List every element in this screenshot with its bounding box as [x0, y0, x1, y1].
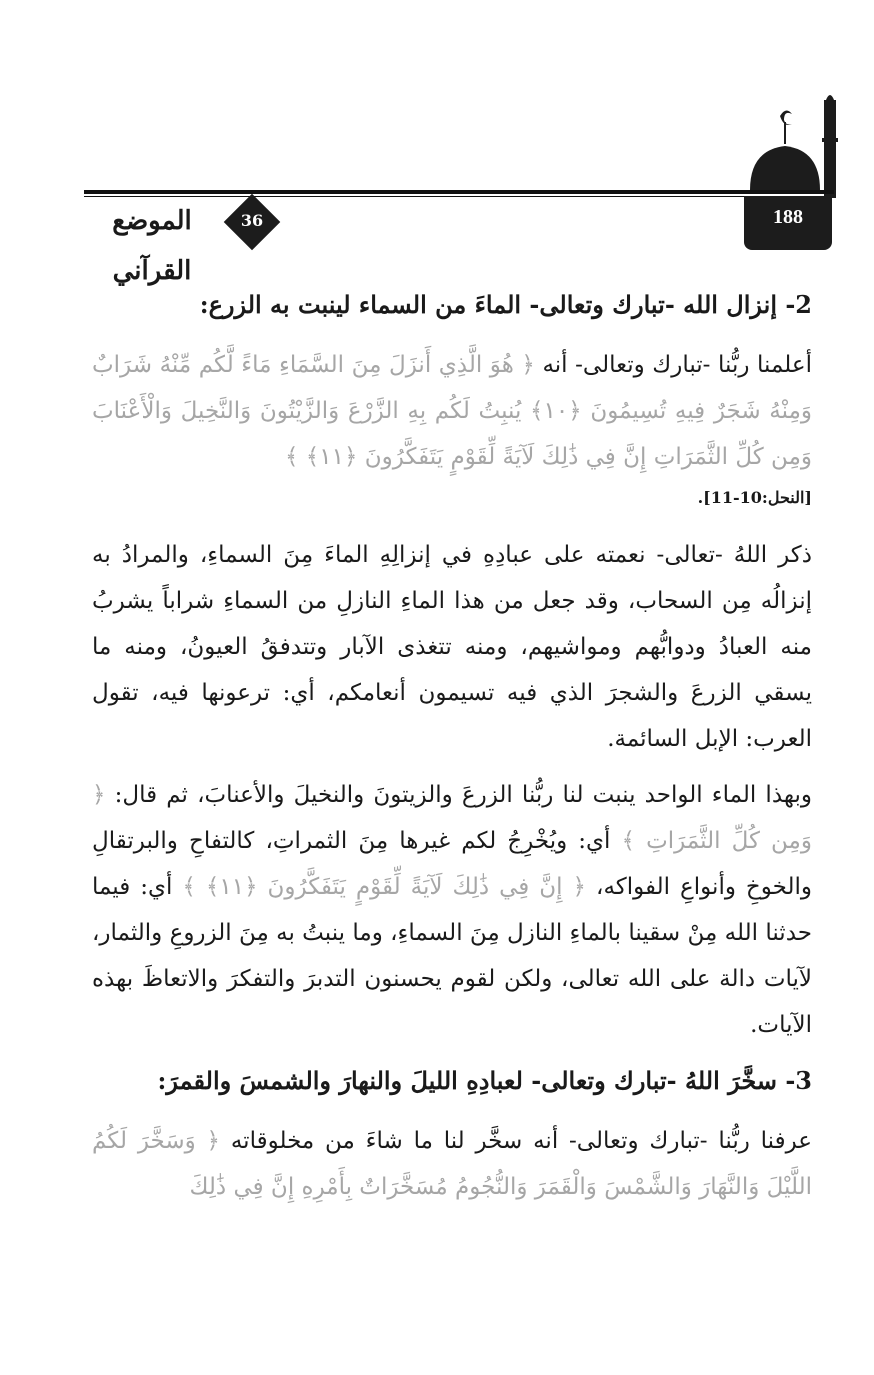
page-number-tab — [744, 196, 832, 250]
page-header — [0, 0, 874, 286]
issue-number: 36 — [240, 211, 264, 230]
paragraph-4-intro: عرفنا ربُّنا -تبارك وتعالى- أنه سخَّر لنا ما شاءَ من مخلوقاته — [230, 1128, 813, 1154]
paragraph-2: ذكر اللهُ -تعالى- نعمته على عبادِهِ في إنزالِهِ الماءَ مِنَ السماءِ، والمرادُ به إنزالُه مِن السحاب، وقد جعل من هذا الماءِ النازلِ من السماءِ شراباً يشربُ منه العبادُ ودوابُّهم ومواشيهم، ومنه تتغذى الآبار وتتدفقُ العيونُ، ومنه ما يسقي الزرعَ والشجرَ الذي فيه تسيمون أنعامكم، أي: ترعونها فيه، تقول العرب: الإبل السائمة. — [92, 542, 812, 752]
paragraph-3-part-a: وبهذا الماء الواحد ينبت لنا ربُّنا الزرعَ والزيتونَ والنخيلَ والأعنابَ، ثم قال: — [114, 782, 812, 808]
paragraph-1-intro: أعلمنا ربُّنا -تبارك وتعالى- أنه — [542, 352, 813, 378]
quran-verse-1: ﴿ هُوَ الَّذِي أَنزَلَ مِنَ السَّمَاءِ مَاءً لَّكُم مِّنْهُ شَرَابٌ وَمِنْهُ شَجَرٌ فِيهِ تُسِيمُونَ ﴿١٠﴾ يُنبِتُ لَكُم بِهِ الزَّرْعَ وَالزَّيْتُونَ وَالنَّخِيلَ وَالْأَعْنَابَ وَمِن كُلِّ الثَّمَرَاتِ إِنَّ فِي ذَٰلِكَ لَآيَةً لِّقَوْمٍ يَتَفَكَّرُونَ ﴿١١﴾ ﴾ — [92, 352, 812, 470]
series-title: الموضع القرآني — [112, 206, 192, 286]
quran-verse-3: ﴿ إِنَّ فِي ذَٰلِكَ لَآيَةً لِّقَوْمٍ يَتَفَكَّرُونَ ﴿١١﴾ ﴾ — [182, 874, 587, 900]
paragraph-3 — [92, 772, 812, 1048]
header-rule — [84, 190, 834, 194]
page-number: 188 — [773, 206, 803, 228]
page-content — [92, 282, 812, 1220]
paragraph-3-part-b: أي: ويُخْرِجُ لكم غيرها مِنَ الثمراتِ، كالتفاحِ والبرتقالِ والخوخِ وأنواعِ الفواكه، — [92, 828, 813, 900]
verse-citation: [النحل:10-11]. — [697, 488, 812, 507]
paragraph-4 — [92, 1118, 812, 1210]
paragraph-3-part-c: أي: فيما حدثنا الله مِنْ سقينا بالماءِ النازل مِنَ السماءِ، وما ينبتُ به مِنَ الزروعِ والثمار، لآيات دالة على الله تعالى، ولكن لقوم يحسنون التدبرَ والتفكرَ والاتعاظَ بهذه الآيات. — [92, 874, 812, 1038]
quran-verse-2: ﴿ وَمِن كُلِّ الثَّمَرَاتِ ﴾ — [92, 782, 812, 854]
issue-badge — [222, 198, 282, 258]
section-heading-3: 3- سخَّرَ اللهُ -تبارك وتعالى- لعبادِهِ الليلَ والنهارَ والشمسَ والقمرَ: — [157, 1066, 812, 1095]
section-heading-2: 2- إنزال الله -تبارك وتعالى- الماءَ من السماء لينبت به الزرع: — [199, 290, 812, 319]
mosque-dome-icon — [740, 92, 850, 198]
quran-verse-4: ﴿ وَسَخَّرَ لَكُمُ اللَّيْلَ وَالنَّهَارَ وَالشَّمْسَ وَالْقَمَرَ وَالنُّجُومُ مُسَخَّرَاتٌ بِأَمْرِهِ إِنَّ فِي ذَٰلِكَ — [92, 1128, 812, 1200]
paragraph-1 — [92, 342, 812, 480]
